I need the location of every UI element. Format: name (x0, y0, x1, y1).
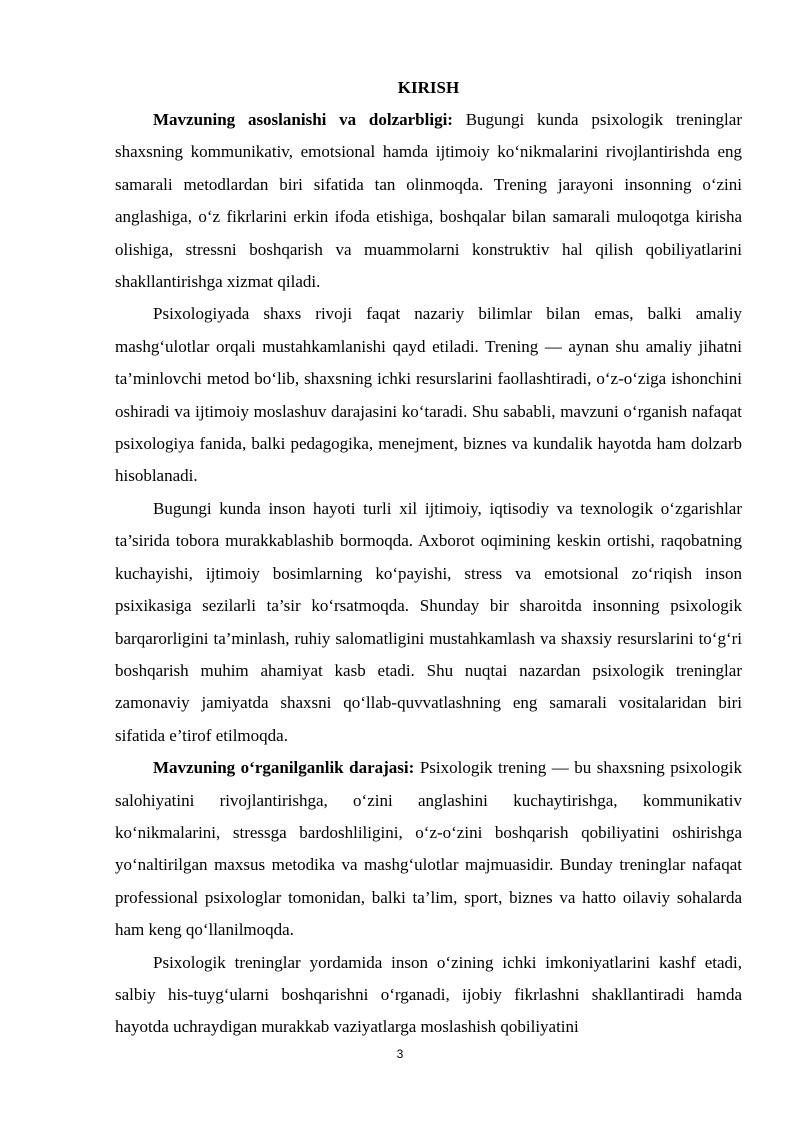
paragraph-text: Psixologiyada shaxs rivoji faqat nazariy bilimlar bilan emas, balki amaliy mashg‘ulotlar orqali mustahkamlanishi qayd etiladi. Trening — aynan shu amaliy jihatni ta’minlovchi metod bo‘lib, shaxsning ichki resurslarini faollashtiradi, o‘z-o‘ziga ishonchini oshiradi va ijtimoiy moslashuv darajasini ko‘taradi. Shu sababli, mavzuni o‘rganish nafaqat psixologiya fanida, balki pedagogika, menejment, biznes va kundalik hayotda ham dolzarb hisoblanadi. (115, 304, 742, 486)
document-page (115, 73, 742, 1044)
paragraph-text: Bugungi kunda psixologik treninglar shaxsning kommunikativ, emotsional hamda ijtimoiy ko‘nikmalarini rivojlantirishda eng samarali metodlardan biri sifatida tan olinmoqda. Trening jarayoni insonning o‘zini anglashiga, o‘z fikrlarini erkin ifoda etishiga, boshqalar bilan samarali muloqotga kirisha olishiga, stressni boshqarish va muammolarni konstruktiv hal qilish qobiliyatlarini shakllantirishga xizmat qiladi. (115, 110, 742, 292)
paragraph-text: Psixologik trening — bu shaxsning psixologik salohiyatini rivojlantirishga, o‘zini anglashini kuchaytirishga, kommunikativ ko‘nikmalarini, stressga bardoshliligini, o‘z-o‘zini boshqarish qobiliyatini oshirishga yo‘naltirilgan maxsus metodika va mashg‘ulotlar majmuasidir. Bunday treninglar nafaqat professional psixologlar tomonidan, balki ta’lim, sport, biznes va hatto oilaviy sohalarda ham keng qo‘llanilmoqda. (115, 758, 742, 940)
paragraph-relevance (115, 104, 742, 298)
paragraph-practice (115, 298, 742, 492)
paragraph-text: Psixologik treninglar yordamida inson o‘zining ichki imkoniyatlarini kashf etadi, salbiy his-tuyg‘ularni boshqarishni o‘rganadi, ijobiy fikrlashni shakllantiradi hamda hayotda uchraydigan murakkab vaziyatlarga moslashish qobiliyatini (115, 952, 742, 1037)
paragraph-text: Bugungi kunda inson hayoti turli xil ijtimoiy, iqtisodiy va texnologik o‘zgarishlar ta’sirida tobora murakkablashib bormoqda. Axborot oqimining keskin ortishi, raqobatning kuchayishi, ijtimoiy bosimlarning ko‘payishi, stress va emotsional zo‘riqish inson psixikasiga sezilarli ta’sir ko‘rsatmoqda. Shunday bir sharoitda insonning psixologik barqarorligini ta’minlash, ruhiy salomatligini mustahkamlash va shaxsiy resurslarini to‘g‘ri boshqarish muhim ahamiyat kasb etadi. Shu nuqtai nazardan psixologik treninglar zamonaviy jamiyatda shaxsni qo‘llab-quvvatlashning eng samarali vositalaridan biri sifatida e’tirof etilmoqda. (115, 498, 742, 745)
paragraph-training-benefits (115, 947, 742, 1044)
paragraph-lead: Mavzuning asoslanishi va dolzarbligi: (153, 110, 453, 129)
paragraph-modern-life (115, 493, 742, 752)
section-heading: KIRISH (397, 78, 460, 97)
page-number: 3 (396, 1047, 404, 1061)
paragraph-lead: Mavzuning o‘rganilganlik darajasi: (153, 758, 415, 778)
paragraph-study-level (115, 752, 742, 946)
